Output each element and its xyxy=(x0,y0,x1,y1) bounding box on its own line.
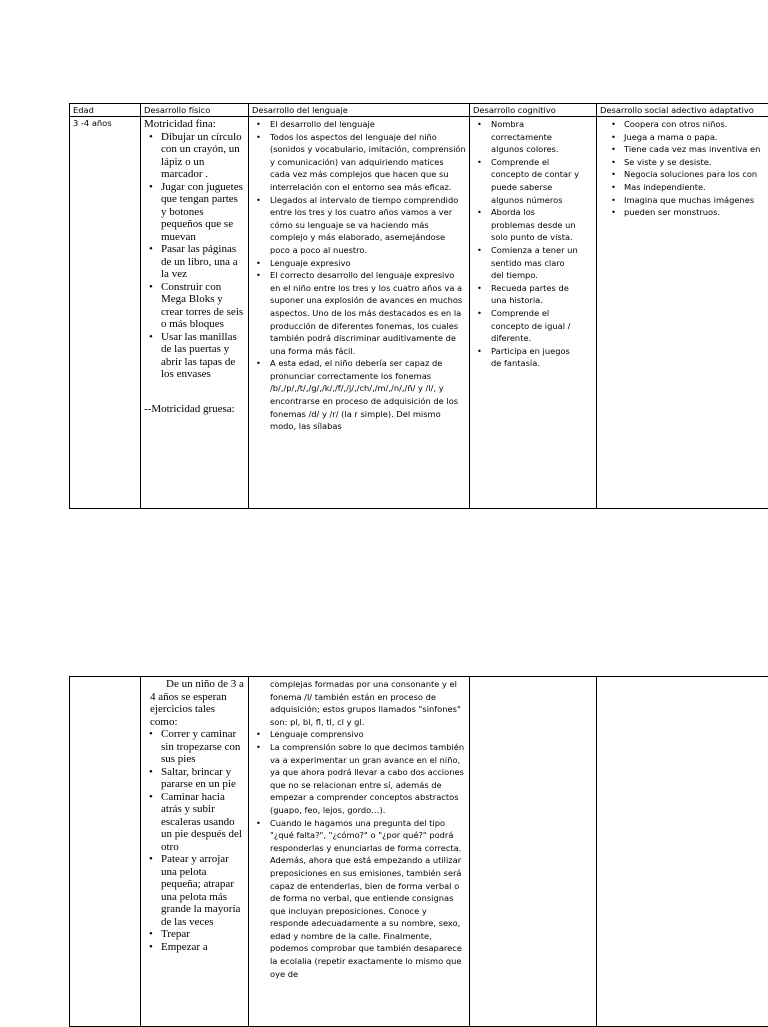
cognitive-cell xyxy=(470,117,597,509)
list-item: • A esta edad, el niño debería ser capaz de pronunciar correctamente los fonemas /b/,/p/,/t/,/g/,/k/,/f/,/j/,/ch/,/m/,/n/,/ñ/ y /l/, y encontrarse en proceso de adquisición de los fonemas /d/ y /r/ (la r simple). Del mismo modo, las sílabas xyxy=(252,357,466,433)
list-item: • pueden ser monstruos. xyxy=(600,206,768,219)
list-item: • Coopera con otros niños. xyxy=(600,118,768,131)
cognitive-list xyxy=(473,118,593,370)
list-item: • Nombra correctamente algunos colores. xyxy=(473,118,579,156)
header-row xyxy=(70,104,768,117)
list-item: • Dibujar un círculo con un crayón, un lápiz o un marcador . xyxy=(144,131,245,181)
list-item: • Caminar hacia atrás y subir escaleras usando un pie después del otro xyxy=(144,791,245,854)
list-item: • Saltar, brincar y pararse en un pie xyxy=(144,766,245,791)
header-desarrollo-fisico: Desarrollo físico xyxy=(141,104,249,117)
list-item: • Jugar con juguetes que tengan partes y botones pequeños que se muevan xyxy=(144,181,245,244)
age-cell: 3 -4 años xyxy=(70,117,141,509)
list-item: • Todos los aspectos del lenguaje del niño (sonidos y vocabulario, imitación, comprensión y comunicación) van adquiriendo matices cada vez más complejos que hacen que su interrelación con el entorno sea más eficaz. xyxy=(252,131,466,194)
header-desarrollo-lenguaje: Desarrollo del lenguaje xyxy=(249,104,470,117)
fine-motor-title: Motricidad fina: xyxy=(144,118,245,131)
language-continuation: complejas formadas por una consonante y el fonema /l/ también están en proceso de adquisición; estos grupos llamados "sinfones" son: pl, bl, fl, tl, cl y gl. xyxy=(252,678,466,728)
language-cell xyxy=(249,117,470,509)
list-item: • Recueda partes de una historia. xyxy=(473,282,579,307)
social-list xyxy=(600,118,768,219)
list-item: • Correr y caminar sin tropezarse con sus pies xyxy=(144,728,245,766)
list-item: • Tiene cada vez mas inventiva en xyxy=(600,143,768,156)
list-item: • Patear y arrojar una pelota pequeña; atrapar una pelota más grande la mayoría de las veces xyxy=(144,853,245,928)
age-cell xyxy=(70,677,141,1027)
physical-cell xyxy=(141,677,249,1027)
header-desarrollo-social: Desarrollo social adectivo adaptativo xyxy=(597,104,768,117)
list-item: • Comienza a tener un sentido mas claro del tiempo. xyxy=(473,244,579,282)
list-item: • Llegados al intervalo de tiempo comprendido entre los tres y los cuatro años vamos a ver cómo su lenguaje se va haciendo más complejo y más elaborado, asemejándose poco a poco al nuestro. xyxy=(252,194,466,257)
language-list xyxy=(252,728,466,980)
header-edad: Edad xyxy=(70,104,141,117)
list-item: • Comprende el concepto de contar y puede saberse algunos números xyxy=(473,156,579,206)
list-item: • El correcto desarrollo del lenguaje expresivo en el niño entre los tres y los cuatro años va a suponer una explosión de avances en muchos aspectos. Uno de los más destacados es en la producción de diferentes fonemas, los cuales también podrá discriminar auditivamente de una forma más fácil. xyxy=(252,269,466,357)
social-cell xyxy=(597,117,768,509)
list-item: • Se viste y se desiste. xyxy=(600,156,768,169)
table-row xyxy=(70,677,768,1027)
list-item: • El desarrollo del lenguaje xyxy=(252,118,466,131)
list-item: • Lenguaje comprensivo xyxy=(252,728,466,741)
social-cell xyxy=(597,677,768,1027)
list-item: • Usar las manillas de las puertas y abrir las tapas de los envases xyxy=(144,331,245,381)
development-table-page-2 xyxy=(69,676,768,1027)
list-item: • Trepar xyxy=(144,928,245,941)
list-item: • Pasar las páginas de un libro, una a la vez xyxy=(144,243,245,281)
list-item: • Comprende el concepto de igual / diferente. xyxy=(473,307,579,345)
header-desarrollo-cognitivo: Desarrollo cognitivo xyxy=(470,104,597,117)
list-item: • Aborda los problemas desde un solo punto de vista. xyxy=(473,206,579,244)
gross-motor-title: --Motricidad gruesa: xyxy=(144,403,245,416)
fine-motor-list xyxy=(144,131,245,381)
language-cell xyxy=(249,677,470,1027)
list-item: • Cuando le hagamos una pregunta del tipo "¿qué falta?", "¿cómo?" o "¿por qué?" podrá responderlas y enunciarlas de forma correcta. Además, ahora que está empezando a utilizar preposiciones en sus emisiones, también será capaz de entenderlas, bien de forma verbal o de forma no verbal, que entiende consignas que incluyan preposiciones. Conoce y responde adecuadamente a su nombre, sexo, edad y nombre de la calle. Finalmente, podemos comprobar que también desaparece la ecolalia (repetir exactamente lo mismo que oye de xyxy=(252,817,466,981)
list-item: • Empezar a xyxy=(144,941,245,954)
gross-motor-intro: De un niño de 3 a 4 años se esperan ejercicios tales como: xyxy=(144,678,245,728)
list-item: • Negocia soluciones para los con xyxy=(600,168,768,181)
physical-cell xyxy=(141,117,249,509)
cognitive-cell xyxy=(470,677,597,1027)
gross-motor-list xyxy=(144,728,245,953)
list-item: • Juega a mama o papa. xyxy=(600,131,768,144)
list-item: • Participa en juegos de fantasía. xyxy=(473,345,579,370)
list-item: • Imagina que muchas imágenes xyxy=(600,194,768,207)
list-item: • La comprensión sobre lo que decimos también va a experimentar un gran avance en el niño, ya que ahora podrá llevar a cabo dos acciones que no se relacionan entre sí, además de empezar a comprender conceptos abstractos (guapo, feo, lejos, gordo…). xyxy=(252,741,466,817)
development-table-page-1 xyxy=(69,103,768,509)
language-list xyxy=(252,118,466,433)
list-item: • Lenguaje expresivo xyxy=(252,257,466,270)
list-item: • Mas independiente. xyxy=(600,181,768,194)
list-item: • Construir con Mega Bloks y crear torres de seis o más bloques xyxy=(144,281,245,331)
table-row xyxy=(70,117,768,509)
